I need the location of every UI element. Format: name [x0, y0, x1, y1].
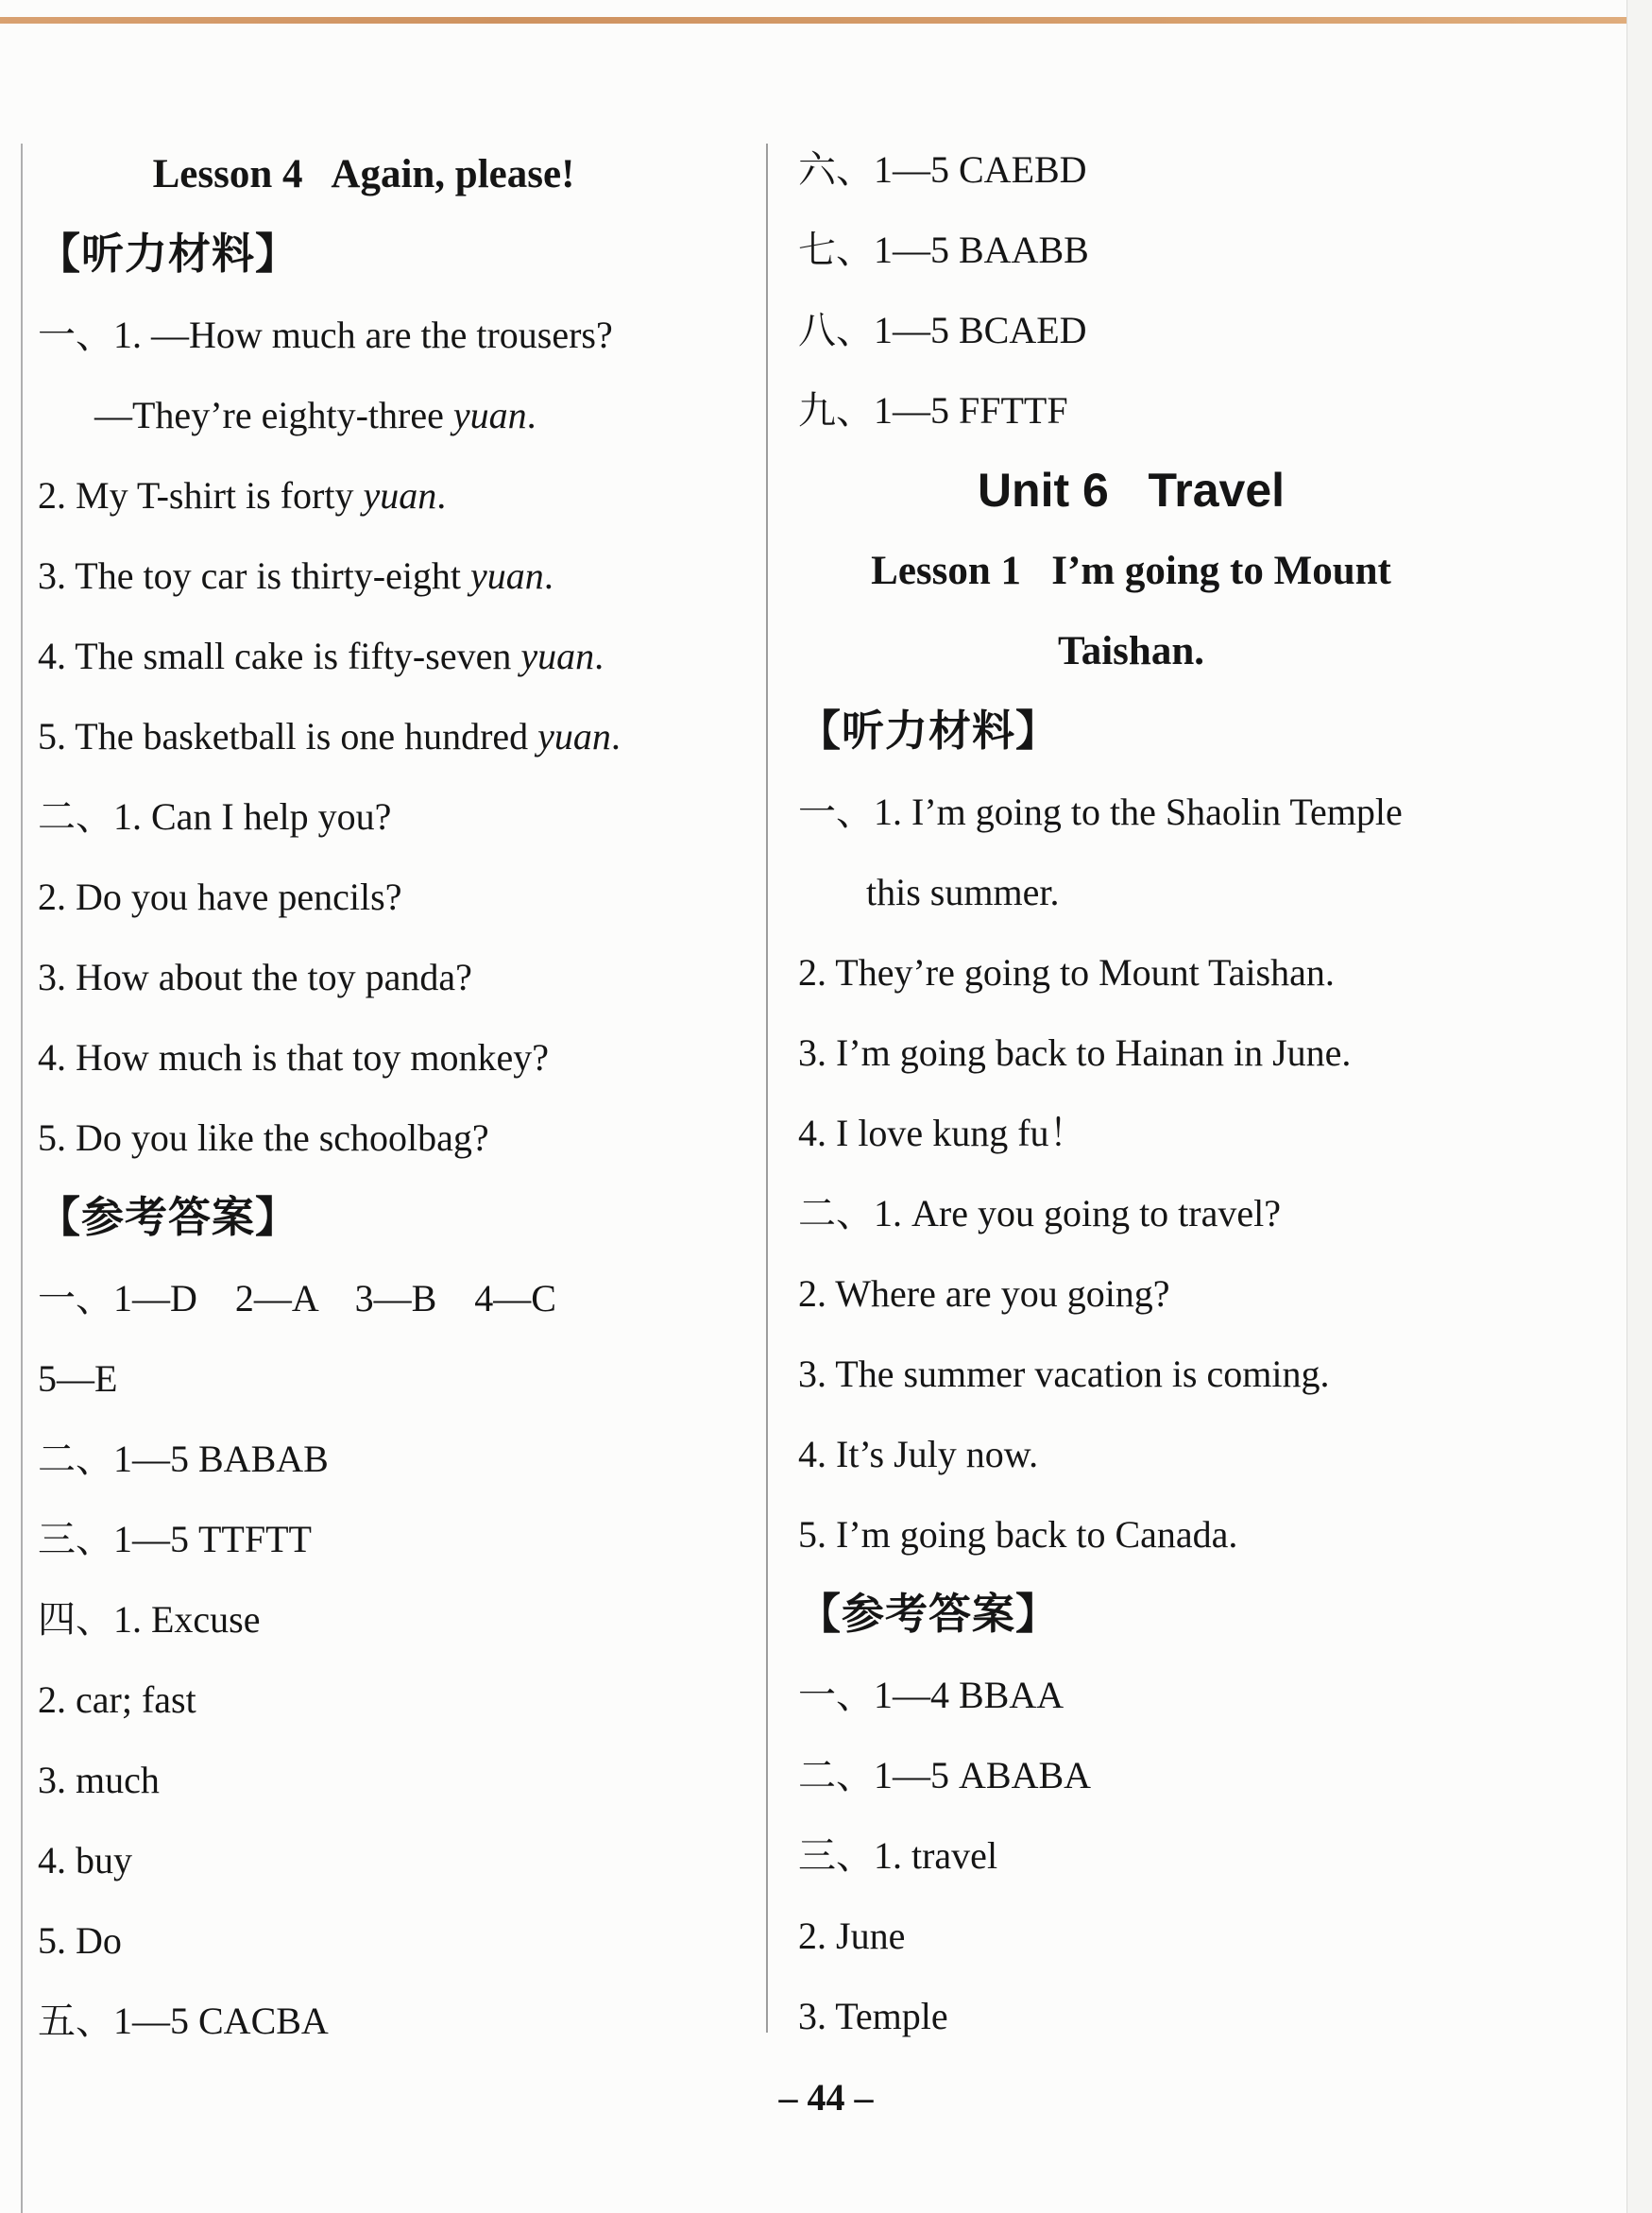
line-text: 5—E: [38, 1357, 118, 1400]
line-text: —They’re eighty-three: [94, 394, 453, 436]
line-text: .: [594, 635, 605, 677]
reference-answers-heading: [38, 1178, 756, 1258]
text-line: [38, 776, 756, 857]
line-text: 4. How much is that toy monkey?: [38, 1036, 550, 1079]
answer-line: [38, 1900, 756, 1981]
line-text: 九、1—5 FFTTF: [798, 389, 1068, 432]
line-text: 3. The summer vacation is coming.: [798, 1353, 1330, 1395]
text-line: [798, 932, 1606, 1013]
answer-line: [38, 1499, 756, 1579]
answer-line: [798, 1735, 1606, 1815]
line-text: 2. My T-shirt is forty: [38, 474, 364, 517]
line-text: this summer.: [866, 871, 1060, 913]
line-text: 3. Temple: [798, 1995, 948, 2037]
yuan-italic: yuan: [363, 474, 437, 517]
yuan-italic: yuan: [470, 554, 544, 597]
answer-line: [798, 129, 1606, 210]
line-text: 5. Do you like the schoolbag?: [38, 1116, 489, 1159]
lesson4-title: [38, 134, 756, 214]
line-text: 3. I’m going back to Hainan in June.: [798, 1031, 1352, 1074]
line-text: 一、1. —How much are the trousers?: [38, 314, 613, 356]
text-line: [38, 616, 756, 696]
line-text: 3. much: [38, 1759, 160, 1801]
text-line: [38, 1017, 756, 1098]
right-page-edge-line: [1626, 0, 1627, 2213]
line-text: 一、1. I’m going to the Shaolin Temple: [798, 791, 1403, 833]
line-text: 3. How about the toy panda?: [38, 956, 472, 998]
reference-answers-heading: [798, 1575, 1606, 1655]
answer-line: [798, 1655, 1606, 1735]
text-line: [798, 772, 1606, 852]
yuan-italic: yuan: [452, 394, 527, 436]
answer-line: [38, 1740, 756, 1820]
line-text: 2. car; fast: [38, 1678, 196, 1721]
text-line: [38, 536, 756, 616]
text-line: [798, 1494, 1606, 1575]
answer-line: [798, 1815, 1606, 1896]
right-column: [798, 129, 1606, 2056]
text-line: [798, 1334, 1606, 1414]
line-text: 二、1—5 ABABA: [798, 1754, 1092, 1796]
line-text: 【听力材料】: [798, 707, 1060, 755]
line-text: .: [543, 554, 554, 597]
column-divider-line: [766, 144, 768, 2033]
line-text: 二、1. Can I help you?: [38, 795, 392, 838]
line-text: 4. buy: [38, 1839, 132, 1881]
answer-line: [38, 1981, 756, 2061]
text-line: [798, 1013, 1606, 1093]
listening-material-heading: [798, 691, 1606, 772]
line-text: 2. June: [798, 1915, 906, 1957]
line-text: 3. The toy car is thirty-eight: [38, 554, 471, 597]
line-text: 4. I love kung fu！: [798, 1112, 1087, 1154]
answer-line: [38, 1258, 756, 1338]
line-text: 八、1—5 BCAED: [798, 309, 1087, 351]
line-text: Lesson 4 Again, please!: [152, 152, 575, 196]
answer-line: [798, 370, 1606, 451]
line-text: Lesson 1 I’m going to Mount: [871, 549, 1391, 593]
line-text: 【听力材料】: [38, 230, 299, 278]
lesson1-title-continued: [798, 611, 1606, 691]
text-line: [798, 1253, 1606, 1334]
unit6-title: [798, 451, 1606, 531]
line-text: 三、1—5 TTFTT: [38, 1518, 312, 1560]
line-text: 二、1. Are you going to travel?: [798, 1192, 1281, 1234]
line-text: Unit 6 Travel: [977, 464, 1286, 517]
text-line: [38, 375, 756, 455]
line-text: 4. The small cake is fifty-seven: [38, 635, 521, 677]
yuan-italic: yuan: [537, 715, 611, 758]
text-line: [38, 937, 756, 1017]
answer-line: [38, 1579, 756, 1660]
line-text: 一、1—D 2—A 3—B 4—C: [38, 1277, 556, 1319]
line-text: 四、1. Excuse: [38, 1598, 261, 1641]
answer-line: [38, 1660, 756, 1740]
line-text: 2. Do you have pencils?: [38, 876, 402, 918]
left-page-edge-line: [21, 144, 23, 2213]
line-text: Taishan.: [1058, 629, 1204, 673]
line-text: – 44 –: [778, 2076, 874, 2119]
answer-line: [798, 1976, 1606, 2056]
line-text: 2. Where are you going?: [798, 1272, 1170, 1315]
answer-line: [38, 1820, 756, 1900]
text-line: [798, 1093, 1606, 1173]
line-text: 5. I’m going back to Canada.: [798, 1513, 1238, 1556]
line-text: 七、1—5 BAABB: [798, 229, 1089, 271]
line-text: 5. The basketball is one hundred: [38, 715, 538, 758]
text-line: [38, 455, 756, 536]
answer-line: [38, 1338, 756, 1419]
line-text: .: [526, 394, 536, 436]
line-text: 二、1—5 BABAB: [38, 1438, 329, 1480]
answer-line: [798, 1896, 1606, 1976]
listening-material-heading: [38, 214, 756, 295]
text-line: [798, 1173, 1606, 1253]
line-text: .: [436, 474, 447, 517]
text-line: [798, 1414, 1606, 1494]
line-text: 2. They’re going to Mount Taishan.: [798, 951, 1335, 994]
line-text: 六、1—5 CAEBD: [798, 148, 1087, 191]
line-text: 五、1—5 CACBA: [38, 2000, 329, 2042]
text-line: [38, 1098, 756, 1178]
line-text: .: [610, 715, 621, 758]
line-text: 5. Do: [38, 1919, 122, 1962]
line-text: 一、1—4 BBAA: [798, 1674, 1064, 1716]
text-line: [38, 857, 756, 937]
yuan-italic: yuan: [520, 635, 595, 677]
right-scan-edge: [1627, 0, 1652, 2213]
top-rule: [0, 17, 1652, 24]
page-number: [0, 2057, 1652, 2137]
left-column: [38, 134, 756, 2061]
answer-line: [798, 210, 1606, 290]
text-line: [798, 852, 1606, 932]
answer-line: [798, 290, 1606, 370]
answer-line: [38, 1419, 756, 1499]
line-text: 4. It’s July now.: [798, 1433, 1039, 1475]
text-line: [38, 295, 756, 375]
line-text: 三、1. travel: [798, 1834, 998, 1877]
line-text: 【参考答案】: [798, 1591, 1060, 1638]
line-text: 【参考答案】: [38, 1194, 299, 1241]
text-line: [38, 696, 756, 776]
lesson1-title: [798, 531, 1606, 611]
